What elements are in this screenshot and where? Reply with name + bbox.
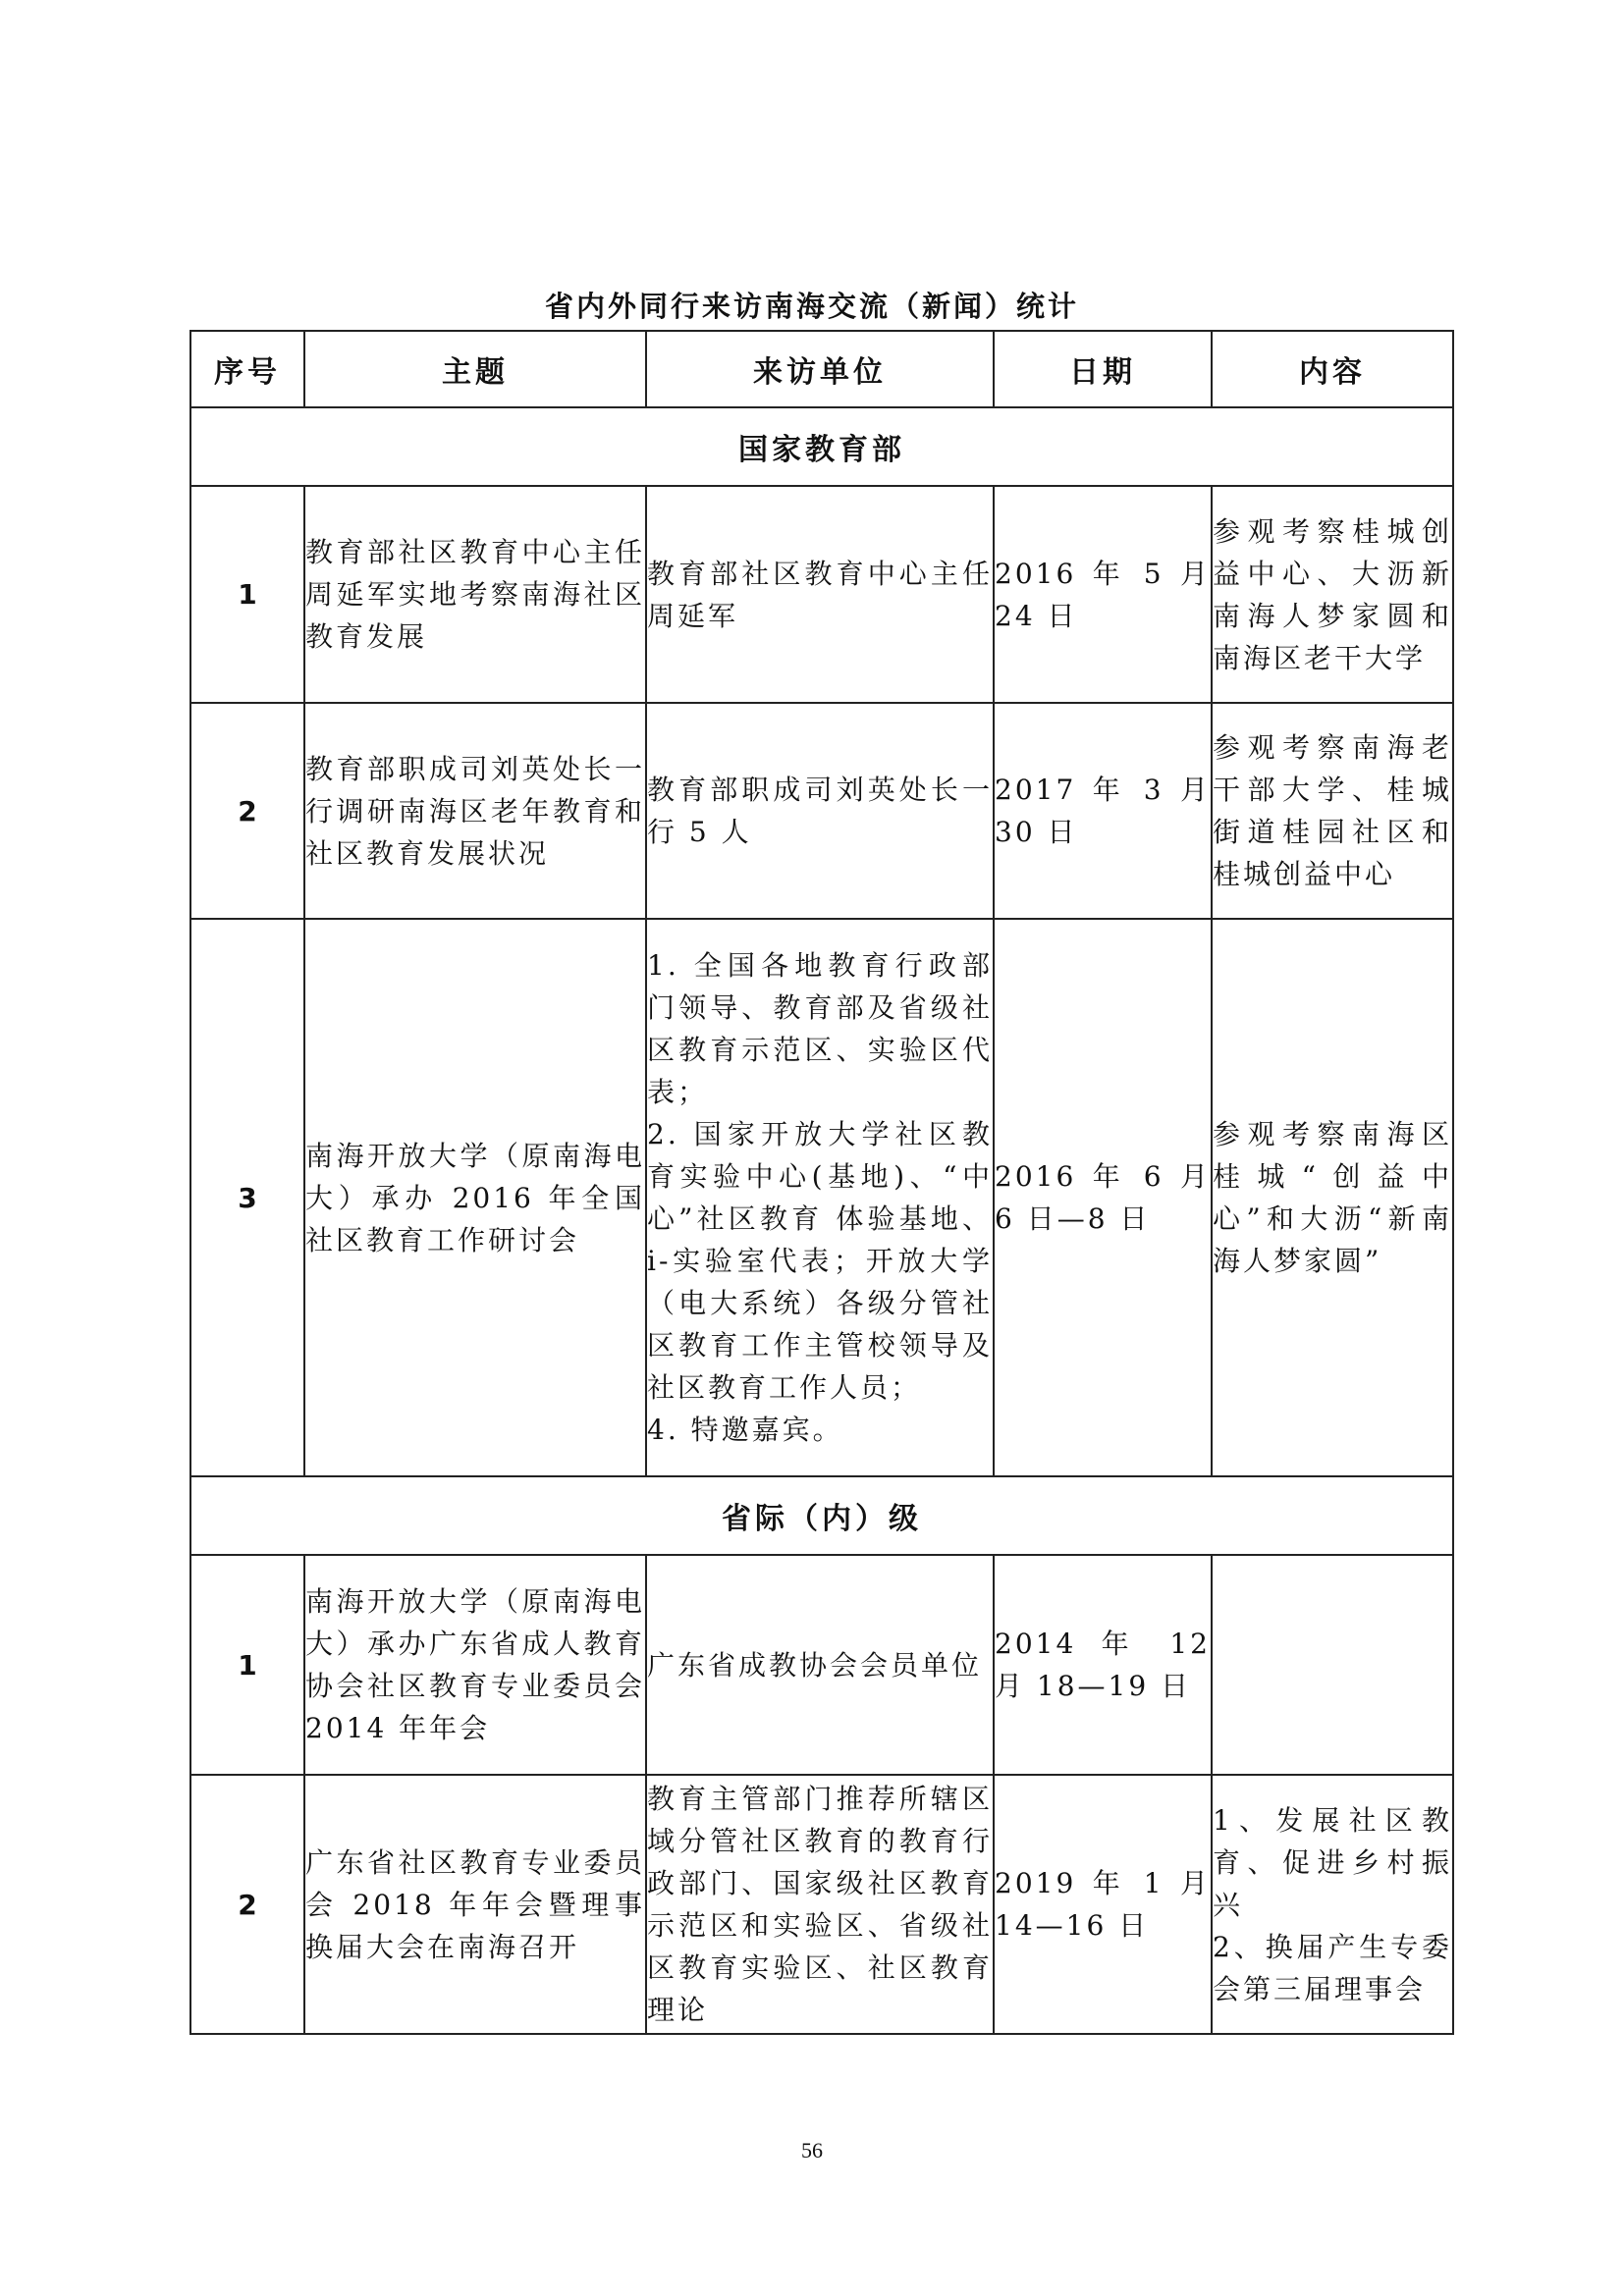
cell-content: 参观考察南海老干部大学、桂城街道桂园社区和桂城创益中心: [1212, 703, 1453, 919]
cell-content: 参观考察桂城创益中心、大沥新南海人梦家圆和南海区老干大学: [1212, 486, 1453, 703]
cell-topic: 南海开放大学（原南海电大）承办 2016 年全国社区教育工作研讨会: [304, 919, 646, 1476]
cell-seq: 1: [190, 1555, 304, 1775]
section-row: [190, 1476, 1453, 1555]
section-title-provincial: 省际（内）级: [190, 1476, 1453, 1555]
table-row: [190, 1775, 1453, 2034]
header-topic: 主题: [304, 331, 646, 407]
cell-seq: 2: [190, 1775, 304, 2034]
cell-content: 参观考察南海区桂城“创益中心”和大沥“新南海人梦家圆”: [1212, 919, 1453, 1476]
table-title: 省内外同行来访南海交流（新闻）统计: [544, 290, 1079, 323]
cell-visitor: 教育部职成司刘英处长一行 5 人: [646, 703, 994, 919]
cell-seq: 1: [190, 486, 304, 703]
table-row: [190, 703, 1453, 919]
header-seq: 序号: [190, 331, 304, 407]
cell-visitor: 广东省成教协会会员单位: [646, 1555, 994, 1775]
table-row: [190, 919, 1453, 1476]
cell-date: 2019 年 1 月 14—16 日: [994, 1775, 1212, 2034]
header-row: [190, 331, 1453, 407]
header-content: 内容: [1212, 331, 1453, 407]
cell-content: [1212, 1555, 1453, 1775]
cell-seq: 2: [190, 703, 304, 919]
cell-visitor: 教育部社区教育中心主任周延军: [646, 486, 994, 703]
header-visitor: 来访单位: [646, 331, 994, 407]
cell-visitor: 教育主管部门推荐所辖区域分管社区教育的教育行政部门、国家级社区教育示范区和实验区、省级社区教育实验区、社区教育理论: [646, 1775, 994, 2034]
stats-table: [189, 330, 1454, 2035]
table-row: [190, 1555, 1453, 1775]
cell-topic: 教育部职成司刘英处长一行调研南海区老年教育和社区教育发展状况: [304, 703, 646, 919]
page-number: 56: [801, 2138, 823, 2163]
section-row: [190, 407, 1453, 486]
table-row: [190, 486, 1453, 703]
cell-topic: 南海开放大学（原南海电大）承办广东省成人教育协会社区教育专业委员会 2014 年年会: [304, 1555, 646, 1775]
cell-date: 2014 年 12 月 18—19 日: [994, 1555, 1212, 1775]
cell-date: 2016 年 6 月 6 日—8 日: [994, 919, 1212, 1476]
cell-content: 1、发展社区教育、促进乡村振兴 2、换届产生专委会第三届理事会: [1212, 1775, 1453, 2034]
cell-date: 2017 年 3 月 30 日: [994, 703, 1212, 919]
cell-topic: 广东省社区教育专业委员会 2018 年年会暨理事换届大会在南海召开: [304, 1775, 646, 2034]
header-date: 日期: [994, 331, 1212, 407]
section-title-national: 国家教育部: [190, 407, 1453, 486]
cell-date: 2016 年 5 月 24 日: [994, 486, 1212, 703]
cell-visitor: 1. 全国各地教育行政部门领导、教育部及省级社区教育示范区、实验区代表； 2. 国家开放大学社区教育实验中心(基地)、“中心”社区教育 体验基地、i-实验室代表；开放大学（电大系统）各级分管社区教育工作主管校领导及 社区教育工作人员； 4. 特邀嘉宾。: [646, 919, 994, 1476]
cell-seq: 3: [190, 919, 304, 1476]
cell-topic: 教育部社区教育中心主任周延军实地考察南海社区教育发展: [304, 486, 646, 703]
